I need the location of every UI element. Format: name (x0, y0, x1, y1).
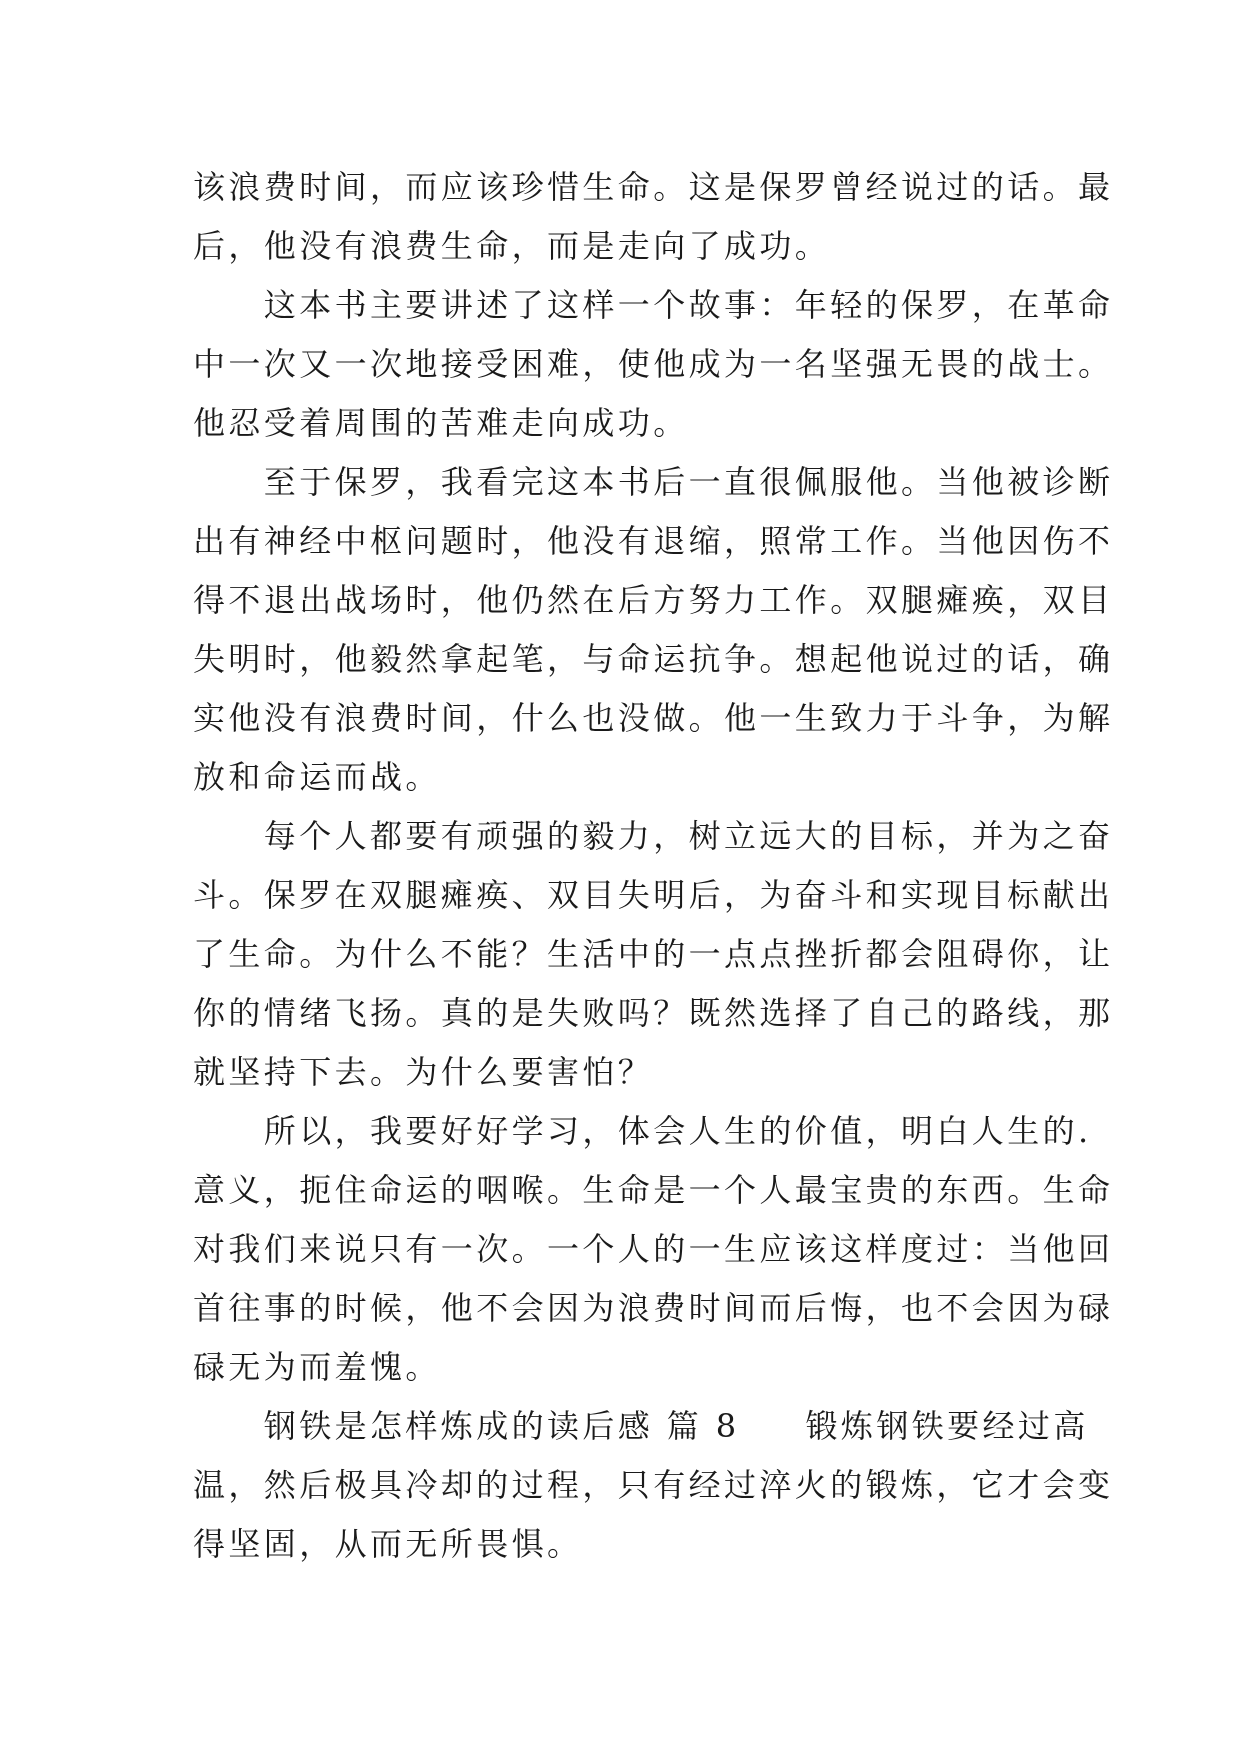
text-line: 就坚持下去。为什么要害怕？ (193, 1053, 654, 1091)
text-line: 放和命运而战。 (193, 758, 441, 796)
text-line: 出有神经中枢问题时，他没有退缩，照常工作。当他因伤不 (193, 522, 1114, 560)
text-line: 你的情绪飞扬。真的是失败吗？既然选择了自己的路线，那 (193, 994, 1114, 1032)
text-line: 实他没有浪费时间，什么也没做。他一生致力于斗争，为解 (193, 699, 1114, 737)
text-line: 温，然后极具冷却的过程，只有经过淬火的锻炼，它才会变 (193, 1466, 1114, 1504)
text-line: 碌无为而羞愧。 (193, 1348, 441, 1386)
text-line: 意义，扼住命运的咽喉。生命是一个人最宝贵的东西。生命 (193, 1171, 1114, 1209)
text-line: 得坚固，从而无所畏惧。 (193, 1525, 583, 1563)
text-line: 后，他没有浪费生命，而是走向了成功。 (193, 227, 831, 265)
section-heading-line (193, 1397, 1089, 1456)
section-first-line-text: 锻炼钢铁要经过高 (805, 1407, 1089, 1445)
text-line: 首往事的时候，他不会因为浪费时间而后悔，也不会因为碌 (193, 1289, 1114, 1327)
text-line: 了生命。为什么不能？生活中的一点点挫折都会阻碍你，让 (193, 935, 1114, 973)
document-body (193, 158, 1114, 1574)
text-line: 每个人都要有顽强的毅力，树立远大的目标，并为之奋 (193, 817, 1114, 855)
text-line: 他忍受着周围的苦难走向成功。 (193, 404, 689, 442)
text-line: 斗。保罗在双腿瘫痪、双目失明后，为奋斗和实现目标献出 (193, 876, 1114, 914)
text-line: 失明时，他毅然拿起笔，与命运抗争。想起他说过的话，确 (193, 640, 1114, 678)
section-heading: 钢铁是怎样炼成的读后感 篇 8 (193, 1407, 740, 1445)
text-line: 该浪费时间，而应该珍惜生命。这是保罗曾经说过的话。最 (193, 168, 1114, 206)
text-line: 中一次又一次地接受困难，使他成为一名坚强无畏的战士。 (193, 345, 1114, 383)
text-line: 这本书主要讲述了这样一个故事：年轻的保罗，在革命 (193, 286, 1114, 324)
text-line: 所以，我要好好学习，体会人生的价值，明白人生的. (193, 1112, 1092, 1150)
text-line: 得不退出战场时，他仍然在后方努力工作。双腿瘫痪，双目 (193, 581, 1114, 619)
text-line: 对我们来说只有一次。一个人的一生应该这样度过：当他回 (193, 1230, 1114, 1268)
text-line: 至于保罗，我看完这本书后一直很佩服他。当他被诊断 (193, 463, 1114, 501)
